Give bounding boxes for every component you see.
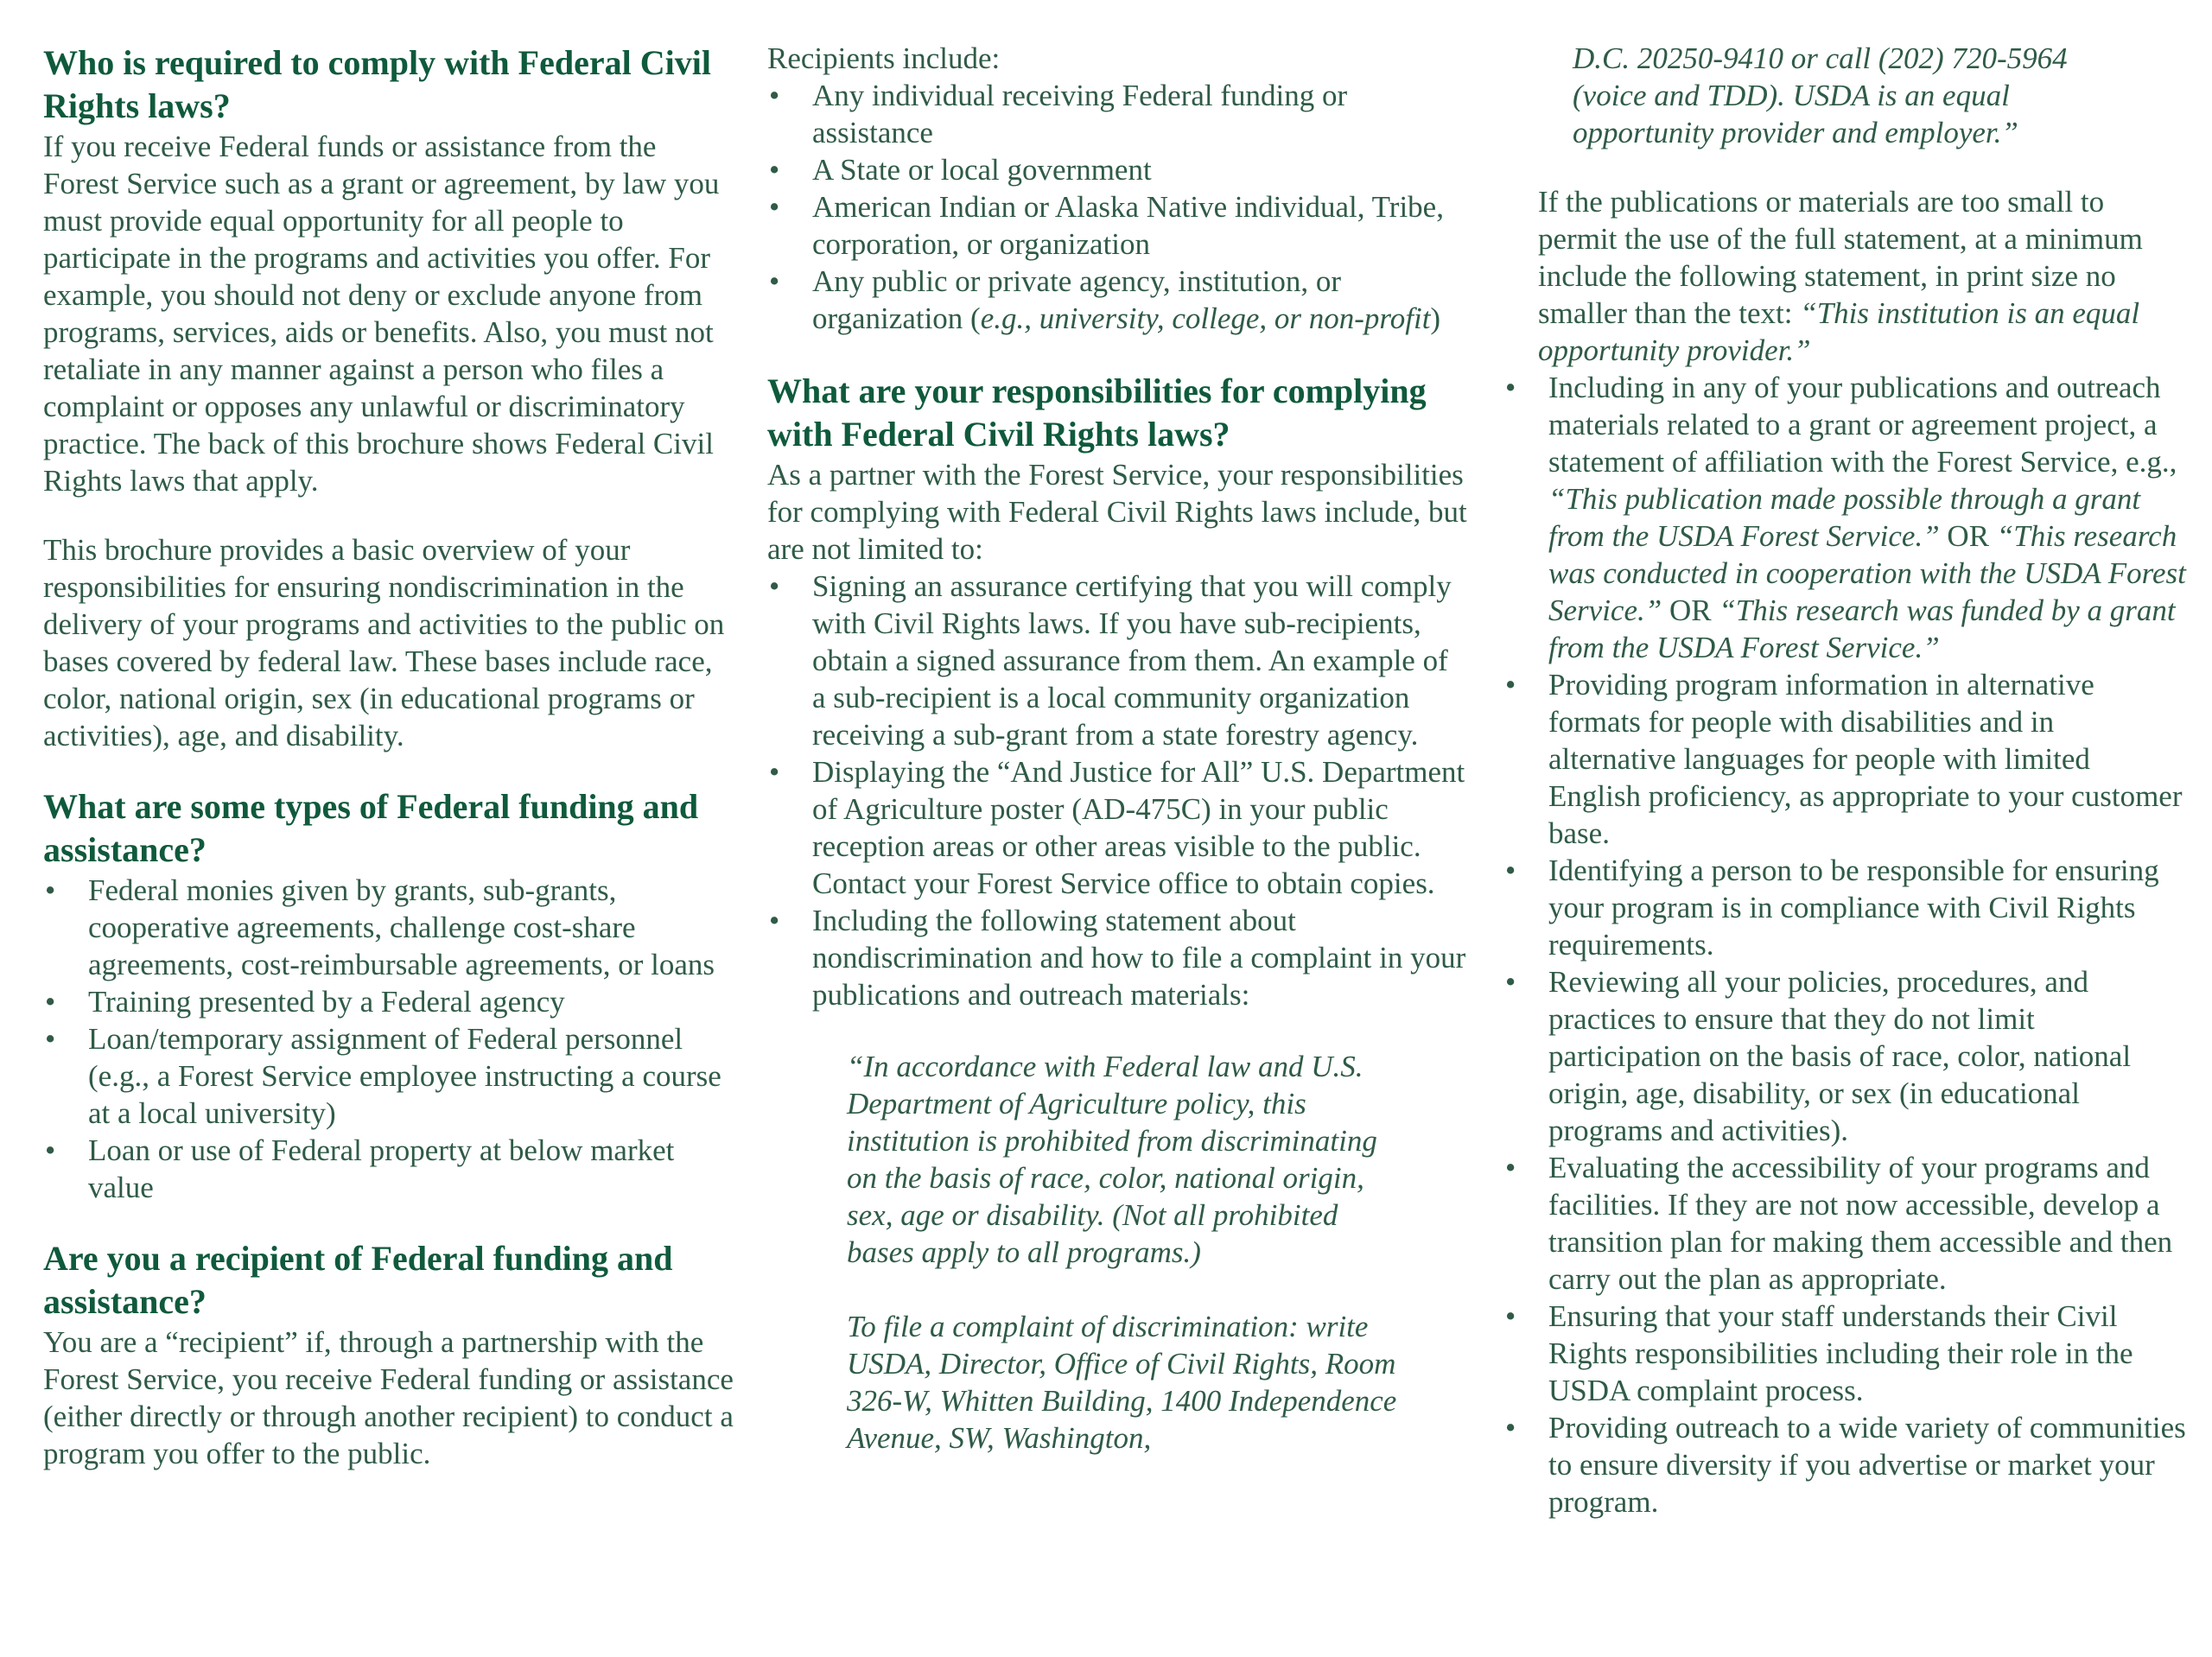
recipient-text-end: ): [1430, 302, 1441, 335]
list-item: [1503, 369, 2186, 666]
list-item: • Loan or use of Federal property at below market value: [43, 1132, 734, 1206]
list-item: • Displaying the “And Justice for All” U.S. Department of Agriculture poster (AD-475C) in your public reception areas or other areas visible to the public. Contact your Forest Service office to obtain copies.: [767, 753, 1469, 902]
affiliation-text: Including in any of your publications and outreach materials related to a grant or agreement project, a statement of affiliation with the Forest Service, e.g.,: [1548, 371, 2177, 479]
list-responsibilities-continued: [1503, 369, 2186, 1521]
list-item: • A State or local government: [767, 151, 1469, 188]
list-item: [767, 263, 1469, 337]
list-item: • Providing outreach to a wide variety of communities to ensure diversity if you advertise or market your program.: [1503, 1409, 2186, 1521]
list-funding-types: [43, 872, 734, 1206]
column-right: [1503, 0, 2186, 1521]
list-item: • Loan/temporary assignment of Federal personnel (e.g., a Forest Service employee instructing a course at a local university): [43, 1020, 734, 1132]
list-item: • Providing program information in alternative formats for people with disabilities and in alternative languages for people with limited English proficiency, as appropriate to your customer base.: [1503, 666, 2186, 852]
affiliation-or-1: OR: [1939, 519, 1997, 553]
column-left: [43, 0, 734, 1472]
list-responsibilities: [767, 568, 1469, 1013]
paragraph-recipient-definition: You are a “recipient” if, through a partnership with the Forest Service, you receive Federal funding or assistance (either directly or through another recipient) to conduct a program you offer to the public.: [43, 1325, 734, 1470]
heading-your-responsibilities: What are your responsibilities for complying with Federal Civil Rights laws?: [767, 371, 1427, 454]
recipient-examples: e.g., university, college, or non-profit: [980, 302, 1431, 335]
short-statement-text: If the publications or materials are too small to permit the use of the full statement, at a minimum include the following statement, in print size no smaller than the text:: [1538, 185, 2143, 330]
paragraph-brochure-overview: This brochure provides a basic overview of your responsibilities for ensuring nondiscrimination in the delivery of your programs and activities to the public on bases covered by federal law. These bases include race, color, national origin, sex (in educational programs or activities), age, and disability.: [43, 533, 725, 752]
affiliation-example-2: “This research was conducted in cooperation with the USDA Forest Service.”: [1548, 519, 2186, 627]
list-item: • Including the following statement about nondiscrimination and how to file a complaint in your publications and outreach materials:: [767, 902, 1469, 1013]
list-item: • Signing an assurance certifying that you will comply with Civil Rights laws. If you have sub-recipients, obtain a signed assurance from them. An example of a sub-recipient is a local community organization receiving a sub-grant from a state forestry agency.: [767, 568, 1469, 753]
list-item: • Evaluating the accessibility of your programs and facilities. If they are not now accessible, develop a transition plan for making them accessible and then carry out the plan as appropriate.: [1503, 1149, 2186, 1298]
list-item: • Reviewing all your policies, procedures, and practices to ensure that they do not limit participation on the basis of race, color, national origin, age, disability, or sex (in educational programs and activities).: [1503, 963, 2186, 1149]
list-recipients: [767, 77, 1469, 337]
paragraph-who-must-comply: If you receive Federal funds or assistance from the Forest Service such as a grant or agreement, by law you must provide equal opportunity for all people to participate in the programs and activities you offer. For example, you should not deny or exclude anyone from programs, services, aids or benefits. Also, you must not retaliate in any manner against a person who files a complaint or opposes any unlawful or discriminatory practice. The back of this brochure shows Federal Civil Rights laws that apply.: [43, 130, 720, 498]
recipient-text: Any public or private agency, institution, or organization (: [812, 264, 1342, 335]
statement-complaint: To file a complaint of discrimination: write USDA, Director, Office of Civil Rights, Room 326-W, Whitten Building, 1400 Independence Avenue, SW, Washington,: [847, 1310, 1397, 1455]
heading-are-you-recipient: Are you a recipient of Federal funding and assistance?: [43, 1239, 673, 1321]
column-middle: [767, 0, 1469, 1457]
paragraph-short-statement: [1538, 183, 2177, 369]
heading-who-must-comply: Who is required to comply with Federal Civil Rights laws?: [43, 43, 711, 125]
affiliation-example-1: “This publication made possible through a grant from the USDA Forest Service.”: [1548, 482, 2141, 553]
affiliation-example-3: “This research was funded by a grant from the USDA Forest Service.”: [1548, 594, 2176, 664]
statement-policy: “In accordance with Federal law and U.S. Department of Agriculture policy, this institution is prohibited from discriminating on the basis of race, color, national origin, sex, age or disability. (Not all prohibited bases apply to all programs.): [847, 1050, 1377, 1269]
list-item: • Ensuring that your staff understands their Civil Rights responsibilities including their role in the USDA complaint process.: [1503, 1298, 2186, 1409]
statement-complaint-continued: D.C. 20250-9410 or call (202) 720-5964 (voice and TDD). USDA is an equal opportunity provider and employer.”: [1573, 41, 2068, 149]
nondiscrimination-statement: [847, 1048, 1400, 1457]
list-item: • Any individual receiving Federal funding or assistance: [767, 77, 1469, 151]
list-item: • Federal monies given by grants, sub-grants, cooperative agreements, challenge cost-share agreements, cost-reimbursable agreements, or loans: [43, 872, 734, 983]
recipients-intro: Recipients include:: [767, 41, 1001, 75]
paragraph-responsibilities-intro: As a partner with the Forest Service, your responsibilities for complying with Federal Civil Rights laws include, but are not limited to:: [767, 458, 1467, 566]
affiliation-or-2: OR: [1662, 594, 1719, 627]
list-item: • Training presented by a Federal agency: [43, 983, 734, 1020]
short-statement-quote: “This institution is an equal opportunity provider.”: [1538, 296, 2140, 367]
list-item: • Identifying a person to be responsible for ensuring your program is in compliance with Civil Rights requirements.: [1503, 852, 2186, 963]
list-item: • American Indian or Alaska Native individual, Tribe, corporation, or organization: [767, 188, 1469, 263]
heading-funding-types: What are some types of Federal funding and assistance?: [43, 787, 699, 869]
